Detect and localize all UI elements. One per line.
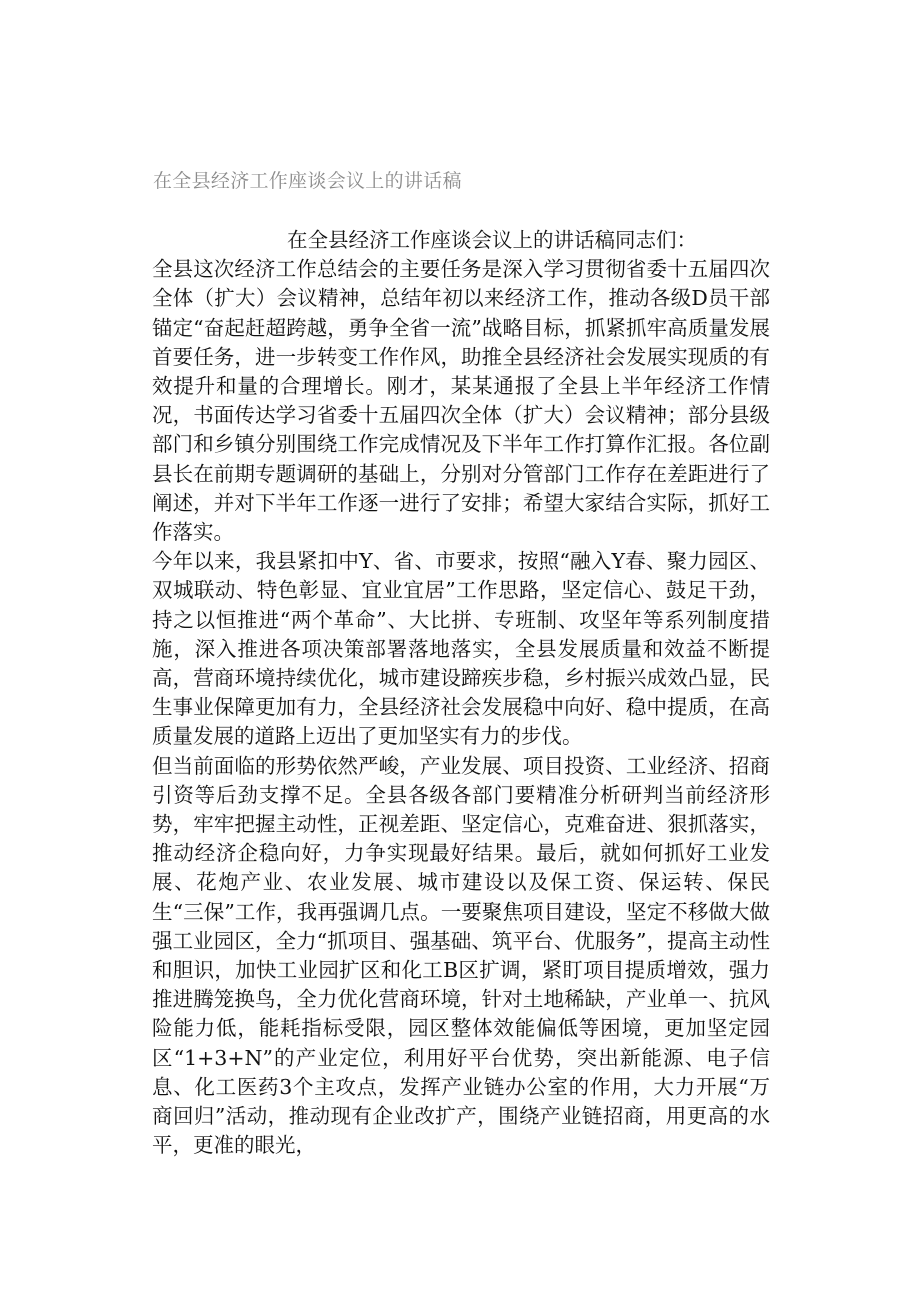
speech-heading: 在全县经济工作座谈会议上的讲话稿同志们： bbox=[287, 228, 697, 252]
paragraph-achievements: 今年以来，我县紧扣中Y、省、市要求，按照“融入Y春、聚力园区、双城联动、特色彰显、宜业宜居”工作思路，坚定信心、鼓足干劲，持之以恒推进“两个革命”、大比拼、专班制、攻坚年等系列制度措施，深入推进各项决策部署落地落实，全县发展质量和效益不断提高，营商环境持续优化，城市建设蹄疾步稳，乡村振兴成效凸显，民生事业保障更加有力，全县经济社会发展稳中向好、稳中提质，在高质量发展的道路上迈出了更加坚实有力的步伐。 bbox=[152, 549, 770, 749]
paragraph-challenges: 但当前面临的形势依然严峻，产业发展、项目投资、工业经济、招商引资等后劲支撑不足。全县各级各部门要精准分析研判当前经济形势，牢牢把握主动性，正视差距、坚定信心，克难奋进、狠抓落实，推动经济企稳向好，力争实现最好结果。最后，就如何抓好工业发展、花炮产业、农业发展、城市建设以及保工资、保运转、保民生“三保”工作，我再强调几点。一要聚焦项目建设，坚定不移做大做强工业园区，全力“抓项目、强基础、筑平台、优服务”，提高主动性和胆识，加快工业园扩区和化工B区扩调，紧盯项目提质增效，强力推进腾笼换鸟，全力优化营商环境，针对土地稀缺，产业单一、抗风险能力低，能耗指标受限，园区整体效能偏低等困境，更加坚定园区“1+3+N”的产业定位，利用好平台优势，突出新能源、电子信息、化工医药3个主攻点，发挥产业链办公室的作用，大力开展“万商回归”活动，推动现有企业改扩产，围绕产业链招商，用更高的水平，更准的眼光， bbox=[152, 753, 770, 1158]
document-title: 在全县经济工作座谈会议上的讲话稿 bbox=[153, 170, 462, 192]
document-body bbox=[152, 226, 770, 1161]
paragraph-intro: 全县这次经济工作总结会的主要任务是深入学习贯彻省委十五届四次全体（扩大）会议精神，总结年初以来经济工作，推动各级D员干部锚定“奋起赶超跨越，勇争全省一流”战略目标，抓紧抓牢高质量发展首要任务，进一步转变工作作风，助推全县经济社会发展实现质的有效提升和量的合理增长。刚才，某某通报了全县上半年经济工作情况，书面传达学习省委十五届四次全体（扩大）会议精神；部分县级部门和乡镇分别围绕工作完成情况及下半年工作打算作汇报。各位副县长在前期专题调研的基础上，分别对分管部门工作存在差距进行了阐述，并对下半年工作逐一进行了安排；希望大家结合实际，抓好工作落实。 bbox=[152, 257, 770, 545]
